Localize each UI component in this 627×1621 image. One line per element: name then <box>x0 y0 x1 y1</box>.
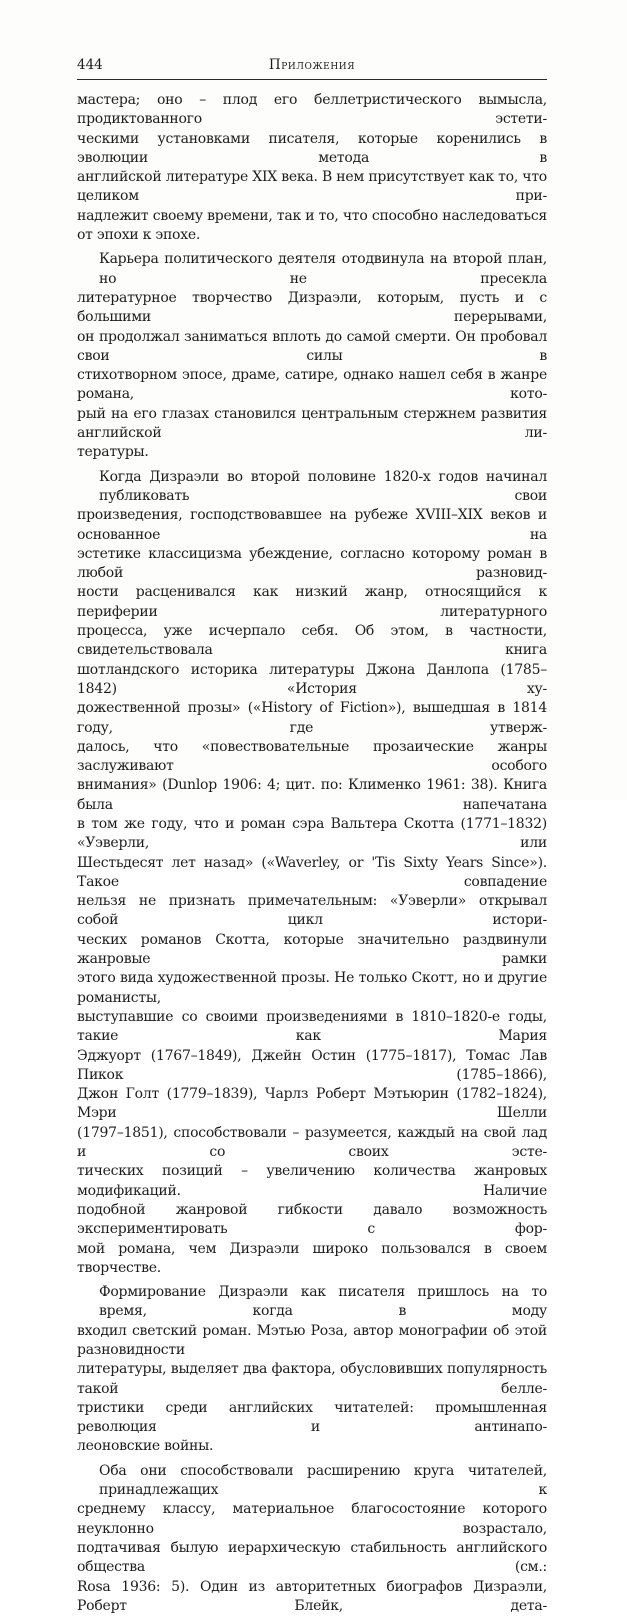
page-header <box>77 55 547 75</box>
text-line: этого вида художественной прозы. Не только Скотт, но и другие романисты, <box>77 970 547 1006</box>
text-line: ческих романов Скотта, которые значительно раздвинули жанровые рамки <box>77 931 547 968</box>
text-line: выступавшие со своими произведениями в 1810–1820-е годы, такие как Мария <box>77 1008 547 1045</box>
header-rule <box>77 79 547 80</box>
text-line: в том же году, что и роман сэра Вальтера Скотта (1771–1832) «Уэверли, или <box>77 815 547 852</box>
paragraph <box>77 468 547 1278</box>
text-line: Rosa 1936: 5). Один из авторитетных биографов Дизраэли, Роберт Блейк, дета- <box>77 1578 547 1614</box>
text-line: мой романа, чем Дизраэли широко пользовался в своем творчестве. <box>77 1240 547 1276</box>
text-line: английской литературе XIX века. В нем присутствует как то, что целиком при- <box>77 169 547 205</box>
text-line: Шестьдесят лет назад» («Waverley, or 'Tis Sixty Years Since»). Такое совпадение <box>77 854 547 890</box>
text-line: процесса, уже исчерпало себя. Об этом, в частности, свидетельствовала книга <box>77 623 547 659</box>
text-line: дожественной прозы» («History of Fiction»), вышедшая в 1814 году, где утверж- <box>77 700 547 736</box>
text-line: Карьера политического деятеля отодвинула на второй план, но не пресекла <box>99 251 547 287</box>
text-line: мастера; оно – плод его беллетристического вымысла, продиктованного эстети- <box>77 92 547 128</box>
text-line: стихотворном эпосе, драме, сатире, однако нашел себя в жанре романа, кото- <box>77 367 547 403</box>
paragraph <box>77 1283 547 1457</box>
text-line: тристики среди английских читателей: промышленная революция и антинапо- <box>77 1399 547 1436</box>
paragraph <box>77 91 547 245</box>
text-line: внимания» (Dunlop 1906: 4; цит. по: Клименко 1961: 38). Книга была напечатана <box>77 777 547 813</box>
text-line: (1797–1851), способствовали – разумеется, каждый на свой лад и со своих эсте- <box>77 1124 547 1161</box>
text-line: среднему классу, материальное благосостояние которого неуклонно возрастало, <box>77 1501 547 1537</box>
text-line: Джон Голт (1779–1839), Чарлз Роберт Мэтьюрин (1782–1824), Мэри Шелли <box>77 1086 547 1122</box>
text-line: Когда Дизраэли во второй половине 1820-х годов начинал публиковать свои <box>99 468 547 504</box>
text-line: Оба они способствовали расширению круга читателей, принадлежащих к <box>99 1462 547 1499</box>
text-line: далось, что «повествовательные прозаические жанры заслуживают особого <box>77 738 547 775</box>
text-line: эстетике классицизма убеждение, согласно которому роман в любой разновид- <box>77 545 547 582</box>
text-line: Формирование Дизраэли как писателя пришлось на то время, когда в моду <box>99 1284 547 1320</box>
text-line: произведения, господствовавшее на рубеже XVIII–XIX веков и основанное на <box>77 507 547 543</box>
text-line: он продолжал заниматься вплоть до самой смерти. Он пробовал свои силы в <box>77 328 547 364</box>
text-line: тературы. <box>77 444 149 461</box>
text-line: литературы, выделяет два фактора, обусловивших популярность такой белле- <box>77 1361 547 1397</box>
paragraph <box>77 250 547 462</box>
text-line: надлежит своему времени, так и то, что способно наследоваться от эпохи к эпохе. <box>77 207 547 244</box>
text-line: подобной жанровой гибкости давало возможность экспериментировать с фор- <box>77 1201 547 1238</box>
text-line: шотландского историка литературы Джона Данлопа (1785–1842) «История ху- <box>77 661 547 697</box>
text-line: рый на его глазах становился центральным стержнем развития английской ли- <box>77 405 547 442</box>
text-line: ческими установками писателя, которые коренились в эволюции метода в <box>77 130 547 166</box>
text-line: входил светский роман. Мэтью Роза, автор монографии об этой разновидности <box>77 1322 547 1358</box>
page-number: 444 <box>77 57 103 73</box>
text-line: Эджуорт (1767–1849), Джейн Остин (1775–1817), Томас Лав Пикок (1785–1866), <box>77 1047 547 1083</box>
body-text <box>77 91 547 1621</box>
paragraph <box>77 1462 547 1616</box>
running-head: Приложения <box>268 57 356 73</box>
text-line: подтачивая былую иерархическую стабильность английского общества (см.: <box>77 1539 547 1576</box>
text-line: нельзя не признать примечательным: «Уэверли» открывал собой цикл истори- <box>77 893 547 929</box>
text-line: ности расценивался как низкий жанр, относящийся к периферии литературного <box>77 584 547 620</box>
text-line: леоновские войны. <box>77 1438 214 1455</box>
text-line: литературное творчество Дизраэли, которым, пусть и с большими перерывами, <box>77 289 547 326</box>
text-line: тических позиций – увеличению количества жанровых модификаций. Наличие <box>77 1163 547 1199</box>
